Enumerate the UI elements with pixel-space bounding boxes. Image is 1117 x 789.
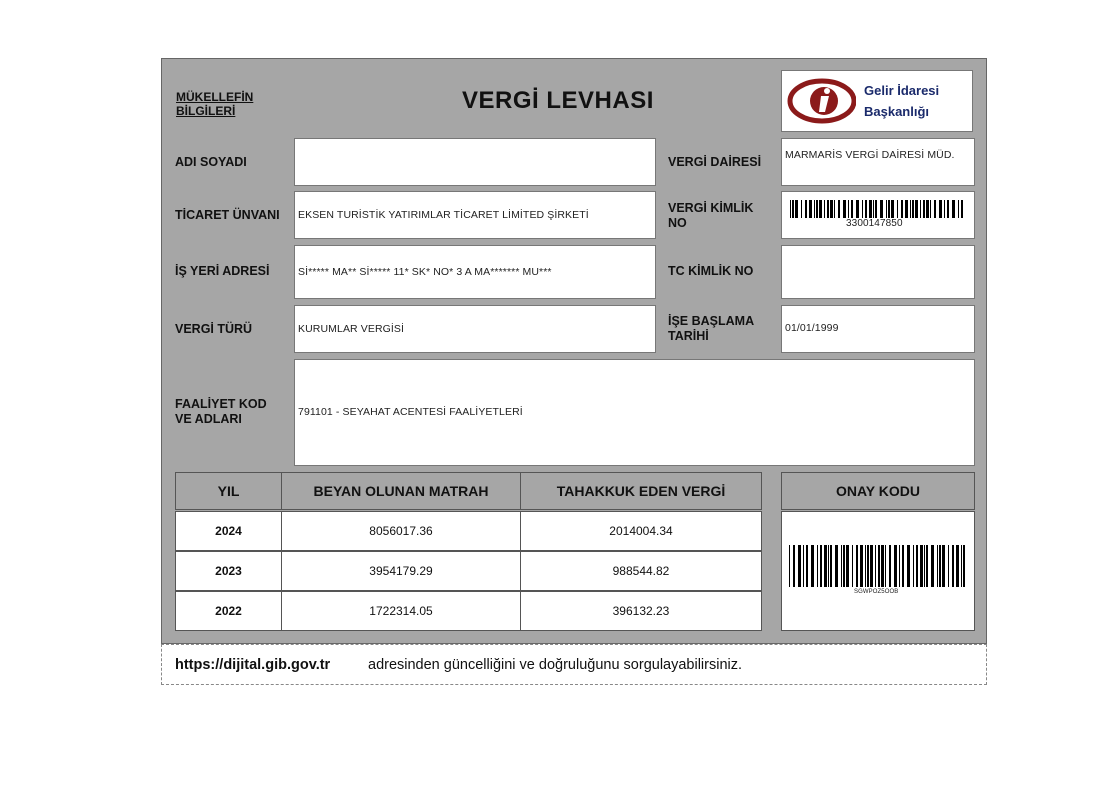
activity-value: 791101 - SEYAHAT ACENTESİ FAALİYETLERİ xyxy=(298,406,523,418)
barcode-bar xyxy=(790,200,791,218)
barcode-bar xyxy=(828,545,829,587)
barcode-bar xyxy=(897,200,898,218)
tax-type-box xyxy=(294,305,656,353)
barcode-bar xyxy=(947,200,949,218)
barcode-bar xyxy=(930,200,931,218)
tax-type-value: KURUMLAR VERGİSİ xyxy=(298,323,405,335)
barcode-bar xyxy=(838,200,840,218)
barcode-bar xyxy=(902,545,904,587)
tc-id-box xyxy=(781,245,975,299)
verification-link[interactable]: https://dijital.gib.gov.tr xyxy=(175,657,331,673)
barcode-bar xyxy=(942,545,945,587)
barcode-bar xyxy=(805,200,807,218)
logo-line1: Gelir İdaresi xyxy=(864,83,940,98)
barcode-bar xyxy=(880,200,883,218)
table-row-year: 2023 xyxy=(175,551,282,591)
barcode-bar xyxy=(856,200,859,218)
tax-id-value: 3300147850 xyxy=(846,218,903,229)
barcode-bar xyxy=(963,545,965,587)
barcode-bar xyxy=(846,545,849,587)
barcode-bar xyxy=(820,545,822,587)
barcode-bar xyxy=(811,545,814,587)
tax-id-box xyxy=(781,191,975,239)
barcode-bar xyxy=(939,545,941,587)
barcode-bar xyxy=(801,200,802,218)
activity-box xyxy=(294,359,975,466)
tax-office-value: MARMARİS VERGİ DAİRESİ MÜD. xyxy=(785,149,955,161)
barcode-bar xyxy=(830,200,833,218)
barcode-bar xyxy=(792,200,794,218)
barcode-bar xyxy=(948,545,949,587)
barcode-bar xyxy=(952,545,954,587)
barcode-bar xyxy=(816,200,818,218)
tax-office-box xyxy=(781,138,975,186)
barcode-bar xyxy=(809,200,812,218)
barcode-bar xyxy=(905,200,908,218)
barcode-bar xyxy=(824,545,827,587)
barcode-bar xyxy=(901,200,903,218)
start-date-label: İŞE BAŞLAMA TARİHİ xyxy=(668,314,754,343)
barcode-bar xyxy=(961,545,962,587)
barcode-bar xyxy=(939,200,942,218)
tax-office-label: VERGİ DAİRESİ xyxy=(668,155,762,169)
barcode-bar xyxy=(835,545,838,587)
table-row-year: 2024 xyxy=(175,511,282,551)
verification-text: adresinden güncelliğini ve doğruluğunu sorgulayabilirsiniz. xyxy=(368,657,743,673)
barcode-bar xyxy=(870,545,873,587)
address-box xyxy=(294,245,656,299)
barcode-bar xyxy=(886,200,887,218)
address-label: İŞ YERİ ADRESİ xyxy=(175,264,270,278)
table-row-base: 1722314.05 xyxy=(281,591,521,631)
gib-logo-icon xyxy=(786,76,856,126)
barcode-bar xyxy=(793,545,795,587)
barcode-bar xyxy=(827,200,829,218)
barcode-bar xyxy=(843,200,846,218)
verification-footer xyxy=(161,644,987,685)
barcode-bar xyxy=(862,200,863,218)
barcode-bar xyxy=(867,545,869,587)
barcode-bar xyxy=(910,200,911,218)
barcode-bar xyxy=(926,200,929,218)
barcode-bar xyxy=(830,545,832,587)
barcode-bar xyxy=(814,200,815,218)
barcode-bar xyxy=(956,545,959,587)
tc-id-label: TC KİMLİK NO xyxy=(668,264,754,278)
barcode-bar xyxy=(789,545,790,587)
barcode-bar xyxy=(907,545,910,587)
barcode-bar xyxy=(851,200,853,218)
activity-label: FAALİYET KOD VE ADLARI xyxy=(175,397,267,426)
barcode-bar xyxy=(806,545,808,587)
start-date-box xyxy=(781,305,975,353)
table-row-base: 3954179.29 xyxy=(281,551,521,591)
col-header-tax: TAHAKKUK EDEN VERGİ xyxy=(520,472,762,510)
approval-box xyxy=(781,511,975,631)
barcode-bar xyxy=(912,200,914,218)
barcode-bar xyxy=(798,545,801,587)
barcode-bar xyxy=(824,200,825,218)
document-title: VERGİ LEVHASI xyxy=(462,87,654,114)
section-title: MÜKELLEFİN BİLGİLERİ xyxy=(176,90,254,118)
name-label: ADI SOYADI xyxy=(175,155,247,169)
barcode-bar xyxy=(926,545,928,587)
table-row-tax: 988544.82 xyxy=(520,551,762,591)
barcode-bar xyxy=(852,545,853,587)
barcode-bar xyxy=(875,200,877,218)
barcode-bar xyxy=(875,545,876,587)
barcode-bar xyxy=(795,200,798,218)
barcode-bar xyxy=(952,200,955,218)
table-row-base: 8056017.36 xyxy=(281,511,521,551)
barcode-bar xyxy=(916,545,918,587)
col-header-base: BEYAN OLUNAN MATRAH xyxy=(281,472,521,510)
barcode-bar xyxy=(934,200,936,218)
approval-barcode xyxy=(789,545,969,587)
table-row-year: 2022 xyxy=(175,591,282,631)
barcode-bar xyxy=(894,545,897,587)
barcode-bar xyxy=(891,200,894,218)
barcode-bar xyxy=(878,545,880,587)
address-value: Sİ***** MA** Sİ***** 11* SK* NO* 3 A MA******* MU*** xyxy=(298,266,552,278)
barcode-bar xyxy=(915,200,918,218)
barcode-bar xyxy=(937,545,938,587)
barcode-bar xyxy=(856,545,858,587)
barcode-bar xyxy=(869,200,872,218)
tax-type-label: VERGİ TÜRÜ xyxy=(175,322,253,336)
barcode-bar xyxy=(803,545,804,587)
barcode-bar xyxy=(931,545,934,587)
barcode-bar xyxy=(848,200,849,218)
barcode-bar xyxy=(841,545,842,587)
table-row-tax: 2014004.34 xyxy=(520,511,762,551)
barcode-bar xyxy=(961,200,963,218)
trade-name-value: EKSEN TURİSTİK YATIRIMLAR TİCARET LİMİTED ŞİRKETİ xyxy=(298,209,589,221)
barcode-bar xyxy=(958,200,959,218)
barcode-bar xyxy=(913,545,914,587)
barcode-bar xyxy=(817,545,818,587)
barcode-bar xyxy=(920,200,921,218)
tax-id-label: VERGİ KİMLİK NO xyxy=(668,201,754,230)
barcode-bar xyxy=(944,200,945,218)
barcode-bar xyxy=(885,545,886,587)
barcode-bar xyxy=(881,545,884,587)
tax-id-barcode xyxy=(790,200,968,218)
barcode-bar xyxy=(899,545,900,587)
barcode-bar xyxy=(860,545,863,587)
barcode-bar xyxy=(888,200,890,218)
barcode-bar xyxy=(923,200,925,218)
barcode-bar xyxy=(865,545,866,587)
col-header-year: YIL xyxy=(175,472,282,510)
trade-name-label: TİCARET ÜNVANI xyxy=(175,208,280,222)
barcode-bar xyxy=(843,545,845,587)
barcode-bar xyxy=(865,200,867,218)
start-date-value: 01/01/1999 xyxy=(785,322,839,334)
barcode-bar xyxy=(819,200,822,218)
barcode-bar xyxy=(834,200,835,218)
barcode-bar xyxy=(924,545,925,587)
barcode-bar xyxy=(873,200,874,218)
name-box xyxy=(294,138,656,186)
tax-plate-card xyxy=(161,58,987,644)
barcode-bar xyxy=(920,545,923,587)
approval-header: ONAY KODU xyxy=(781,472,975,510)
gib-logo xyxy=(781,70,973,132)
barcode-bar xyxy=(889,545,891,587)
trade-name-box xyxy=(294,191,656,239)
approval-code: SGWPOZ5OOB xyxy=(854,589,899,595)
table-row-tax: 396132.23 xyxy=(520,591,762,631)
logo-line2: Başkanlığı xyxy=(864,104,930,119)
